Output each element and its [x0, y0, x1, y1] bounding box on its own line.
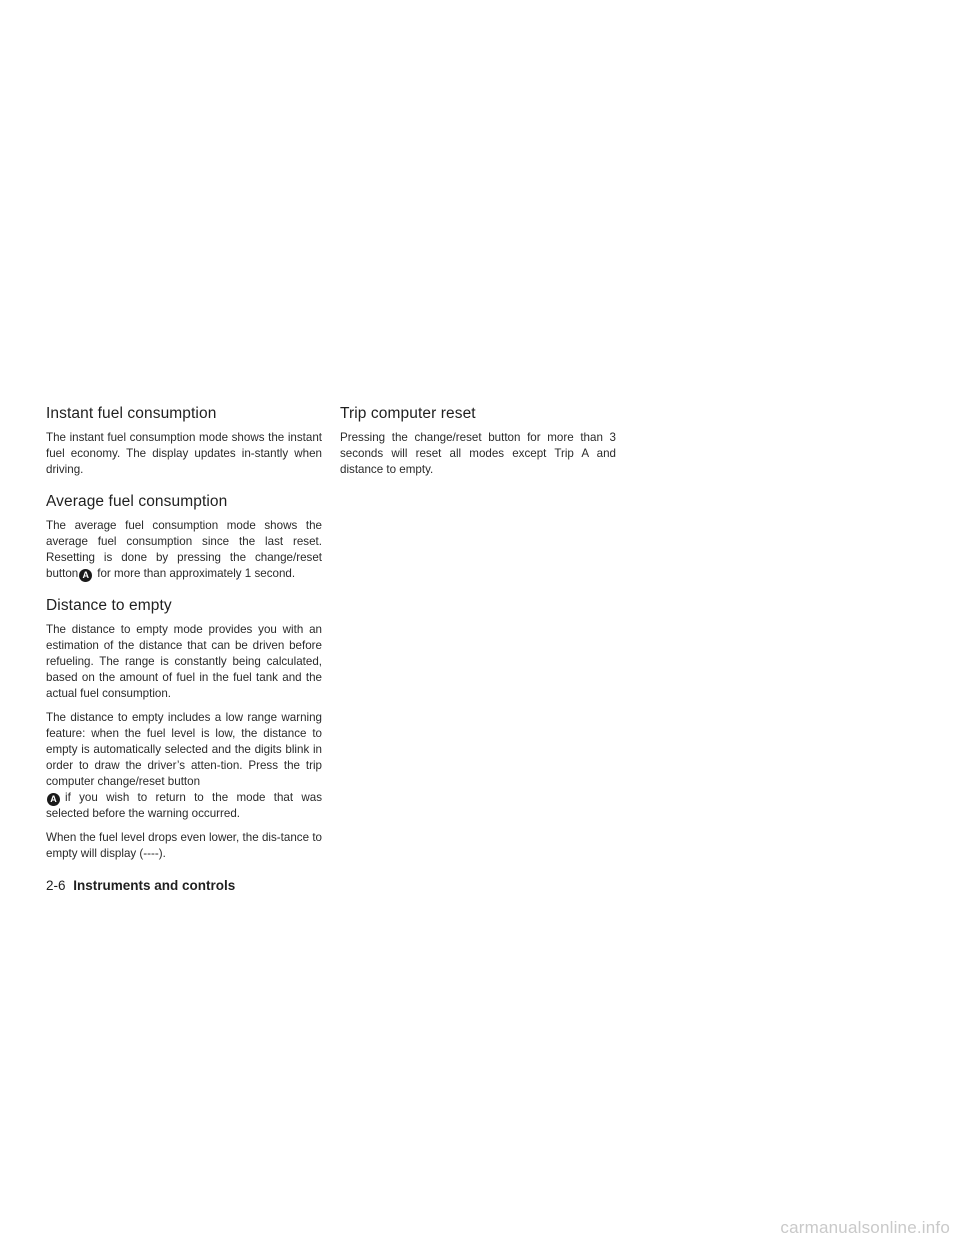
heading-trip-reset: Trip computer reset — [340, 405, 476, 422]
callout-a-icon: A — [47, 793, 60, 806]
heading-distance-to-empty: Distance to empty — [46, 597, 172, 614]
section-distance-to-empty — [46, 596, 322, 862]
right-column — [340, 404, 616, 492]
paragraph-distance-2-text1: The distance to empty includes a low range warning feature: when the fuel level is low, the distance to empty is automatically selected and the digits blink in order to draw the driver’s atten-tion. Press the trip computer change/reset button — [46, 711, 322, 788]
page-footer — [46, 878, 235, 894]
watermark-text: carmanualsonline.info — [780, 1218, 950, 1237]
paragraph-average-fuel-text1: The average fuel consumption mode shows the average fuel consumption since the last reset. Resetting is done by pressing the change/reset button — [46, 519, 322, 580]
callout-a-icon: A — [79, 569, 92, 582]
paragraph-average-fuel-text2: for more than approximately 1 second. — [97, 567, 296, 580]
section-trip-reset — [340, 404, 616, 478]
paragraph-distance-2 — [46, 710, 322, 822]
footer-section-title: Instruments and controls — [73, 878, 236, 893]
paragraph-distance-2-text2: if you wish to return to the mode that was selected before the warning occurred. — [46, 791, 322, 820]
paragraph-trip-reset: Pressing the change/reset button for more than 3 seconds will reset all modes except Trip A and distance to empty. — [340, 431, 616, 476]
page-number: 2-6 — [46, 878, 66, 893]
paragraph-average-fuel — [46, 518, 322, 582]
heading-instant-fuel: Instant fuel consumption — [46, 405, 217, 422]
heading-average-fuel: Average fuel consumption — [46, 493, 228, 510]
section-average-fuel — [46, 492, 322, 582]
section-instant-fuel — [46, 404, 322, 478]
paragraph-distance-1: The distance to empty mode provides you with an estimation of the distance that can be driven before refueling. The range is constantly being calculated, based on the amount of fuel in the fuel tank and the actual fuel consumption. — [46, 623, 322, 700]
paragraph-distance-3: When the fuel level drops even lower, the dis-tance to empty will display (----). — [46, 831, 322, 860]
left-column — [46, 404, 322, 876]
paragraph-instant-fuel: The instant fuel consumption mode shows the instant fuel economy. The display updates in-stantly when driving. — [46, 431, 322, 476]
